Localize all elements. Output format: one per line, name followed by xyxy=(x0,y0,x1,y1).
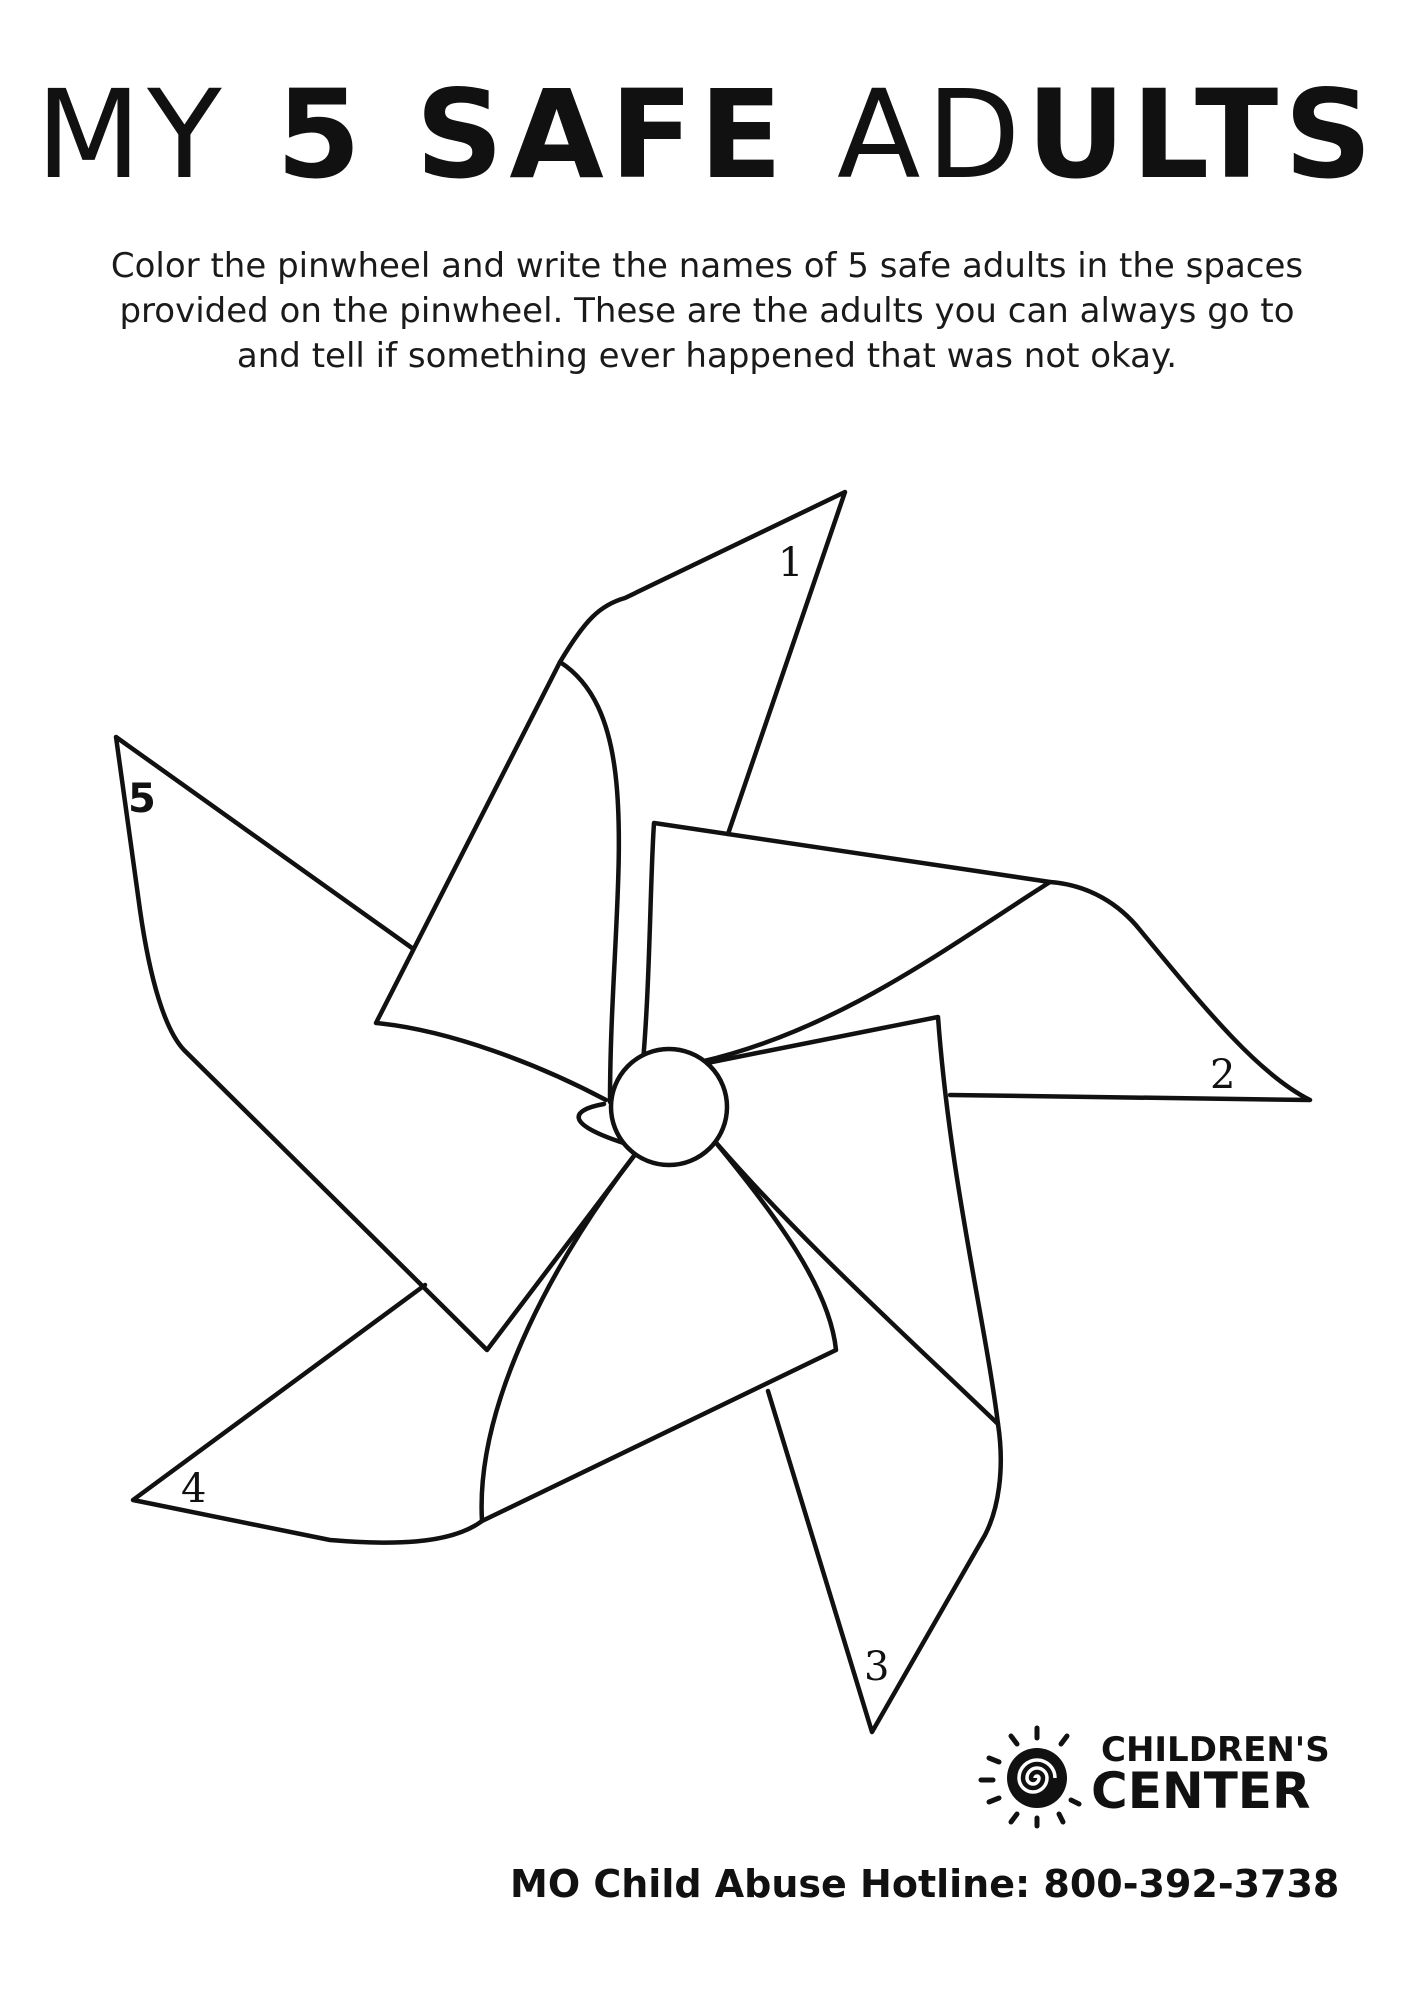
blade-number-4: 4 xyxy=(181,1466,207,1512)
spiral-sun-icon xyxy=(975,1722,1093,1832)
childrens-center-logo xyxy=(975,1722,1335,1832)
blade-number-3: 3 xyxy=(864,1644,890,1690)
pinwheel-blade-5 xyxy=(116,737,640,1350)
title-part-my: MY xyxy=(35,64,228,206)
logo-text-center: CENTER xyxy=(1091,1762,1311,1820)
pinwheel-center-hub xyxy=(611,1049,727,1165)
pinwheel-blade-3 xyxy=(702,1017,1001,1732)
title-part-five: 5 xyxy=(276,64,368,206)
pinwheel-blade-4 xyxy=(133,1138,836,1543)
blade-number-2: 2 xyxy=(1210,1052,1236,1098)
title-part-ults: ULTS xyxy=(1026,64,1379,206)
instructions-text: Color the pinwheel and write the names of 5 safe adults in the spaces provided on the pinwheel. These are the adults you can always go to and tell if something ever happened that was not okay. xyxy=(110,246,1304,376)
title-part-ad: AD xyxy=(837,64,1027,206)
blade-number-1: 1 xyxy=(778,540,804,586)
blade-number-5: 5 xyxy=(128,776,156,822)
logo-text-childrens: CHILDREN'S xyxy=(1101,1730,1330,1770)
pinwheel-blade-1 xyxy=(376,492,845,1102)
title-part-safe: SAFE xyxy=(415,64,789,206)
hotline-text: MO Child Abuse Hotline: 800-392-3738 xyxy=(510,1862,1340,1906)
